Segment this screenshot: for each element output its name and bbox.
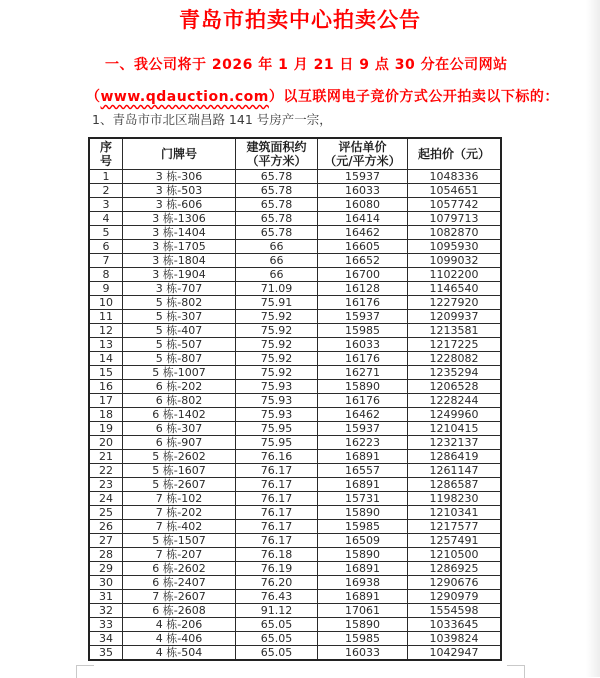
table-cell: 17 <box>89 394 123 408</box>
table-row <box>89 478 501 492</box>
lot-description: 1、青岛市市北区瑞昌路 141 号房产一宗， <box>92 112 332 127</box>
table-cell: 5 栋-307 <box>123 310 236 324</box>
table-row <box>89 254 501 268</box>
table-cell: 15985 <box>318 520 408 534</box>
table-cell: 6 栋-2407 <box>123 576 236 590</box>
table-cell: 33 <box>89 618 123 632</box>
auction-notice-line-1: 一、我公司将于 2026 年 1 月 21 日 9 点 30 分在公司网站 <box>105 57 508 73</box>
table-cell: 76.17 <box>236 492 318 506</box>
table-cell: 31 <box>89 590 123 604</box>
table-cell: 9 <box>89 282 123 296</box>
table-cell: 1210415 <box>408 422 502 436</box>
table-cell: 2 <box>89 184 123 198</box>
table-cell: 16176 <box>318 296 408 310</box>
table-cell: 19 <box>89 422 123 436</box>
table-cell: 3 栋-606 <box>123 198 236 212</box>
table-cell: 76.43 <box>236 590 318 604</box>
table-row <box>89 408 501 422</box>
table-cell: 15985 <box>318 324 408 338</box>
table-cell: 6 栋-802 <box>123 394 236 408</box>
table-cell: 7 栋-2607 <box>123 590 236 604</box>
table-cell: 1082870 <box>408 226 502 240</box>
table-cell: 30 <box>89 576 123 590</box>
table-cell: 3 <box>89 198 123 212</box>
table-cell: 5 栋-802 <box>123 296 236 310</box>
table-cell: 66 <box>236 254 318 268</box>
table-cell: 15890 <box>318 618 408 632</box>
table-cell: 1286925 <box>408 562 502 576</box>
table-cell: 14 <box>89 352 123 366</box>
table-cell: 4 栋-206 <box>123 618 236 632</box>
table-cell: 32 <box>89 604 123 618</box>
table-cell: 75.92 <box>236 366 318 380</box>
table-cell: 5 栋-1007 <box>123 366 236 380</box>
table-cell: 1554598 <box>408 604 502 618</box>
table-cell: 1209937 <box>408 310 502 324</box>
table-cell: 20 <box>89 436 123 450</box>
table-row <box>89 492 501 506</box>
table-cell: 75.92 <box>236 338 318 352</box>
table-cell: 15890 <box>318 380 408 394</box>
table-row <box>89 324 501 338</box>
table-cell: 1232137 <box>408 436 502 450</box>
table-cell: 5 栋-2602 <box>123 450 236 464</box>
table-cell: 1 <box>89 170 123 184</box>
table-cell: 27 <box>89 534 123 548</box>
table-cell: 1146540 <box>408 282 502 296</box>
table-row <box>89 534 501 548</box>
table-row <box>89 338 501 352</box>
table-cell: 1290676 <box>408 576 502 590</box>
table-cell: 76.17 <box>236 534 318 548</box>
table-cell: 1217225 <box>408 338 502 352</box>
table-cell: 1227920 <box>408 296 502 310</box>
table-cell: 1286419 <box>408 450 502 464</box>
table-cell: 15 <box>89 366 123 380</box>
table-cell: 16080 <box>318 198 408 212</box>
table-cell: 1261147 <box>408 464 502 478</box>
table-cell: 16462 <box>318 226 408 240</box>
table-cell: 16 <box>89 380 123 394</box>
table-cell: 1217577 <box>408 520 502 534</box>
table-cell: 22 <box>89 464 123 478</box>
table-row <box>89 506 501 520</box>
table-cell: 16176 <box>318 394 408 408</box>
table-cell: 75.93 <box>236 394 318 408</box>
table-cell: 5 栋-1607 <box>123 464 236 478</box>
table-cell: 16271 <box>318 366 408 380</box>
table-row <box>89 212 501 226</box>
table-cell: 75.95 <box>236 422 318 436</box>
table-row <box>89 646 501 661</box>
table-cell: 5 栋-507 <box>123 338 236 352</box>
table-cell: 1054651 <box>408 184 502 198</box>
table-row <box>89 548 501 562</box>
table-row <box>89 170 501 184</box>
table-row <box>89 590 501 604</box>
table-cell: 3 栋-1705 <box>123 240 236 254</box>
table-cell: 7 栋-402 <box>123 520 236 534</box>
table-cell: 26 <box>89 520 123 534</box>
table-cell: 5 栋-1507 <box>123 534 236 548</box>
table-cell: 16509 <box>318 534 408 548</box>
table-cell: 1099032 <box>408 254 502 268</box>
table-row <box>89 422 501 436</box>
column-header-2: 门牌号 <box>123 138 236 170</box>
table-cell: 76.17 <box>236 464 318 478</box>
table-cell: 13 <box>89 338 123 352</box>
table-cell: 1039824 <box>408 632 502 646</box>
table-cell: 6 <box>89 240 123 254</box>
table-row <box>89 576 501 590</box>
table-cell: 1210341 <box>408 506 502 520</box>
table-cell: 16652 <box>318 254 408 268</box>
table-cell: 21 <box>89 450 123 464</box>
table-cell: 1213581 <box>408 324 502 338</box>
table-cell: 1235294 <box>408 366 502 380</box>
table-cell: 5 <box>89 226 123 240</box>
table-cell: 65.05 <box>236 646 318 661</box>
table-cell: 4 <box>89 212 123 226</box>
table-cell: 15890 <box>318 548 408 562</box>
table-cell: 65.78 <box>236 198 318 212</box>
table-cell: 15985 <box>318 632 408 646</box>
table-cell: 71.09 <box>236 282 318 296</box>
table-cell: 7 栋-202 <box>123 506 236 520</box>
table-cell: 16938 <box>318 576 408 590</box>
table-cell: 1228244 <box>408 394 502 408</box>
table-cell: 75.93 <box>236 408 318 422</box>
table-row <box>89 436 501 450</box>
table-cell: 23 <box>89 478 123 492</box>
table-cell: 65.78 <box>236 212 318 226</box>
table-cell: 3 栋-1306 <box>123 212 236 226</box>
table-cell: 4 栋-406 <box>123 632 236 646</box>
table-cell: 6 栋-307 <box>123 422 236 436</box>
table-row <box>89 604 501 618</box>
table-cell: 7 栋-102 <box>123 492 236 506</box>
table-cell: 3 栋-503 <box>123 184 236 198</box>
table-row <box>89 310 501 324</box>
table-cell: 75.92 <box>236 310 318 324</box>
column-header-5: 起拍价（元） <box>408 138 502 170</box>
table-cell: 16128 <box>318 282 408 296</box>
table-cell: 16414 <box>318 212 408 226</box>
table-cell: 28 <box>89 548 123 562</box>
table-cell: 16033 <box>318 338 408 352</box>
table-cell: 15937 <box>318 310 408 324</box>
table-cell: 16605 <box>318 240 408 254</box>
table-cell: 8 <box>89 268 123 282</box>
table-row <box>89 282 501 296</box>
table-cell: 3 栋-1404 <box>123 226 236 240</box>
table-cell: 3 栋-306 <box>123 170 236 184</box>
table-row <box>89 562 501 576</box>
table-cell: 16033 <box>318 646 408 661</box>
table-cell: 6 栋-2602 <box>123 562 236 576</box>
table-cell: 75.93 <box>236 380 318 394</box>
table-cell: 16223 <box>318 436 408 450</box>
column-header-4: 评估单价 （元/平方米） <box>318 138 408 170</box>
table-cell: 1033645 <box>408 618 502 632</box>
table-cell: 65.05 <box>236 632 318 646</box>
table-cell: 10 <box>89 296 123 310</box>
table-cell: 16033 <box>318 184 408 198</box>
auction-notice-line-2-rest: ）以互联网电子竞价方式公开拍卖以下标的： <box>268 89 559 105</box>
table-cell: 16891 <box>318 478 408 492</box>
table-row <box>89 394 501 408</box>
auction-website-link[interactable]: www.qdauction.com <box>100 89 269 105</box>
table-cell: 6 栋-1402 <box>123 408 236 422</box>
table-cell: 1042947 <box>408 646 502 661</box>
table-cell: 1102200 <box>408 268 502 282</box>
page-edge-shadow <box>586 0 600 677</box>
table-header-row <box>89 138 501 170</box>
table-cell: 34 <box>89 632 123 646</box>
table-row <box>89 366 501 380</box>
table-cell: 25 <box>89 506 123 520</box>
open-paren: （ <box>86 89 101 105</box>
table-cell: 15937 <box>318 422 408 436</box>
table-cell: 35 <box>89 646 123 661</box>
table-cell: 65.78 <box>236 184 318 198</box>
table-cell: 17061 <box>318 604 408 618</box>
table-cell: 76.17 <box>236 478 318 492</box>
table-cell: 91.12 <box>236 604 318 618</box>
table-row <box>89 198 501 212</box>
table-cell: 16891 <box>318 590 408 604</box>
table-cell: 6 栋-202 <box>123 380 236 394</box>
table-row <box>89 226 501 240</box>
table-row <box>89 352 501 366</box>
table-row <box>89 464 501 478</box>
table-cell: 76.17 <box>236 506 318 520</box>
table-cell: 75.95 <box>236 436 318 450</box>
table-cell: 5 栋-2607 <box>123 478 236 492</box>
table-row <box>89 296 501 310</box>
column-header-1: 序 号 <box>89 138 123 170</box>
page-margin-corner-mark-right <box>507 665 525 678</box>
table-cell: 16176 <box>318 352 408 366</box>
table-cell: 1198230 <box>408 492 502 506</box>
table-row <box>89 618 501 632</box>
table-cell: 16891 <box>318 562 408 576</box>
table-cell: 76.19 <box>236 562 318 576</box>
table-cell: 3 栋-1904 <box>123 268 236 282</box>
table-cell: 1210500 <box>408 548 502 562</box>
table-cell: 1286587 <box>408 478 502 492</box>
table-cell: 16462 <box>318 408 408 422</box>
table-cell: 16700 <box>318 268 408 282</box>
column-header-3: 建筑面积约 （平方米） <box>236 138 318 170</box>
table-cell: 65.05 <box>236 618 318 632</box>
table-cell: 7 <box>89 254 123 268</box>
table-row <box>89 450 501 464</box>
auction-notice-line-2 <box>86 86 559 106</box>
table-cell: 12 <box>89 324 123 338</box>
table-cell: 66 <box>236 240 318 254</box>
table-body <box>89 170 501 661</box>
table-cell: 16891 <box>318 450 408 464</box>
table-cell: 6 栋-907 <box>123 436 236 450</box>
table-cell: 15890 <box>318 506 408 520</box>
table-cell: 16557 <box>318 464 408 478</box>
table-cell: 1057742 <box>408 198 502 212</box>
table-cell: 65.78 <box>236 170 318 184</box>
table-cell: 5 栋-407 <box>123 324 236 338</box>
table-cell: 1249960 <box>408 408 502 422</box>
table-cell: 75.91 <box>236 296 318 310</box>
table-cell: 1079713 <box>408 212 502 226</box>
table-row <box>89 520 501 534</box>
table-cell: 24 <box>89 492 123 506</box>
table-cell: 11 <box>89 310 123 324</box>
auction-lots-table <box>88 137 502 661</box>
table-cell: 1290979 <box>408 590 502 604</box>
table-cell: 76.16 <box>236 450 318 464</box>
table-cell: 1095930 <box>408 240 502 254</box>
table-row <box>89 184 501 198</box>
table-cell: 29 <box>89 562 123 576</box>
table-cell: 7 栋-207 <box>123 548 236 562</box>
table-row <box>89 632 501 646</box>
page-margin-corner-mark-left <box>76 665 94 678</box>
table-header <box>89 138 501 170</box>
table-cell: 5 栋-807 <box>123 352 236 366</box>
table-cell: 76.20 <box>236 576 318 590</box>
table-cell: 18 <box>89 408 123 422</box>
table-cell: 15731 <box>318 492 408 506</box>
table-cell: 1206528 <box>408 380 502 394</box>
page-title: 青岛市拍卖中心拍卖公告 <box>179 8 421 32</box>
table-row <box>89 268 501 282</box>
table-cell: 4 栋-504 <box>123 646 236 661</box>
table-row <box>89 380 501 394</box>
table-cell: 1048336 <box>408 170 502 184</box>
table-cell: 6 栋-2608 <box>123 604 236 618</box>
table-cell: 1228082 <box>408 352 502 366</box>
table-cell: 3 栋-1804 <box>123 254 236 268</box>
table-cell: 75.92 <box>236 324 318 338</box>
table-cell: 75.92 <box>236 352 318 366</box>
table-cell: 1257491 <box>408 534 502 548</box>
table-cell: 3 栋-707 <box>123 282 236 296</box>
table-cell: 65.78 <box>236 226 318 240</box>
table-cell: 15937 <box>318 170 408 184</box>
table-cell: 76.18 <box>236 548 318 562</box>
table-cell: 66 <box>236 268 318 282</box>
table-cell: 76.17 <box>236 520 318 534</box>
table-row <box>89 240 501 254</box>
